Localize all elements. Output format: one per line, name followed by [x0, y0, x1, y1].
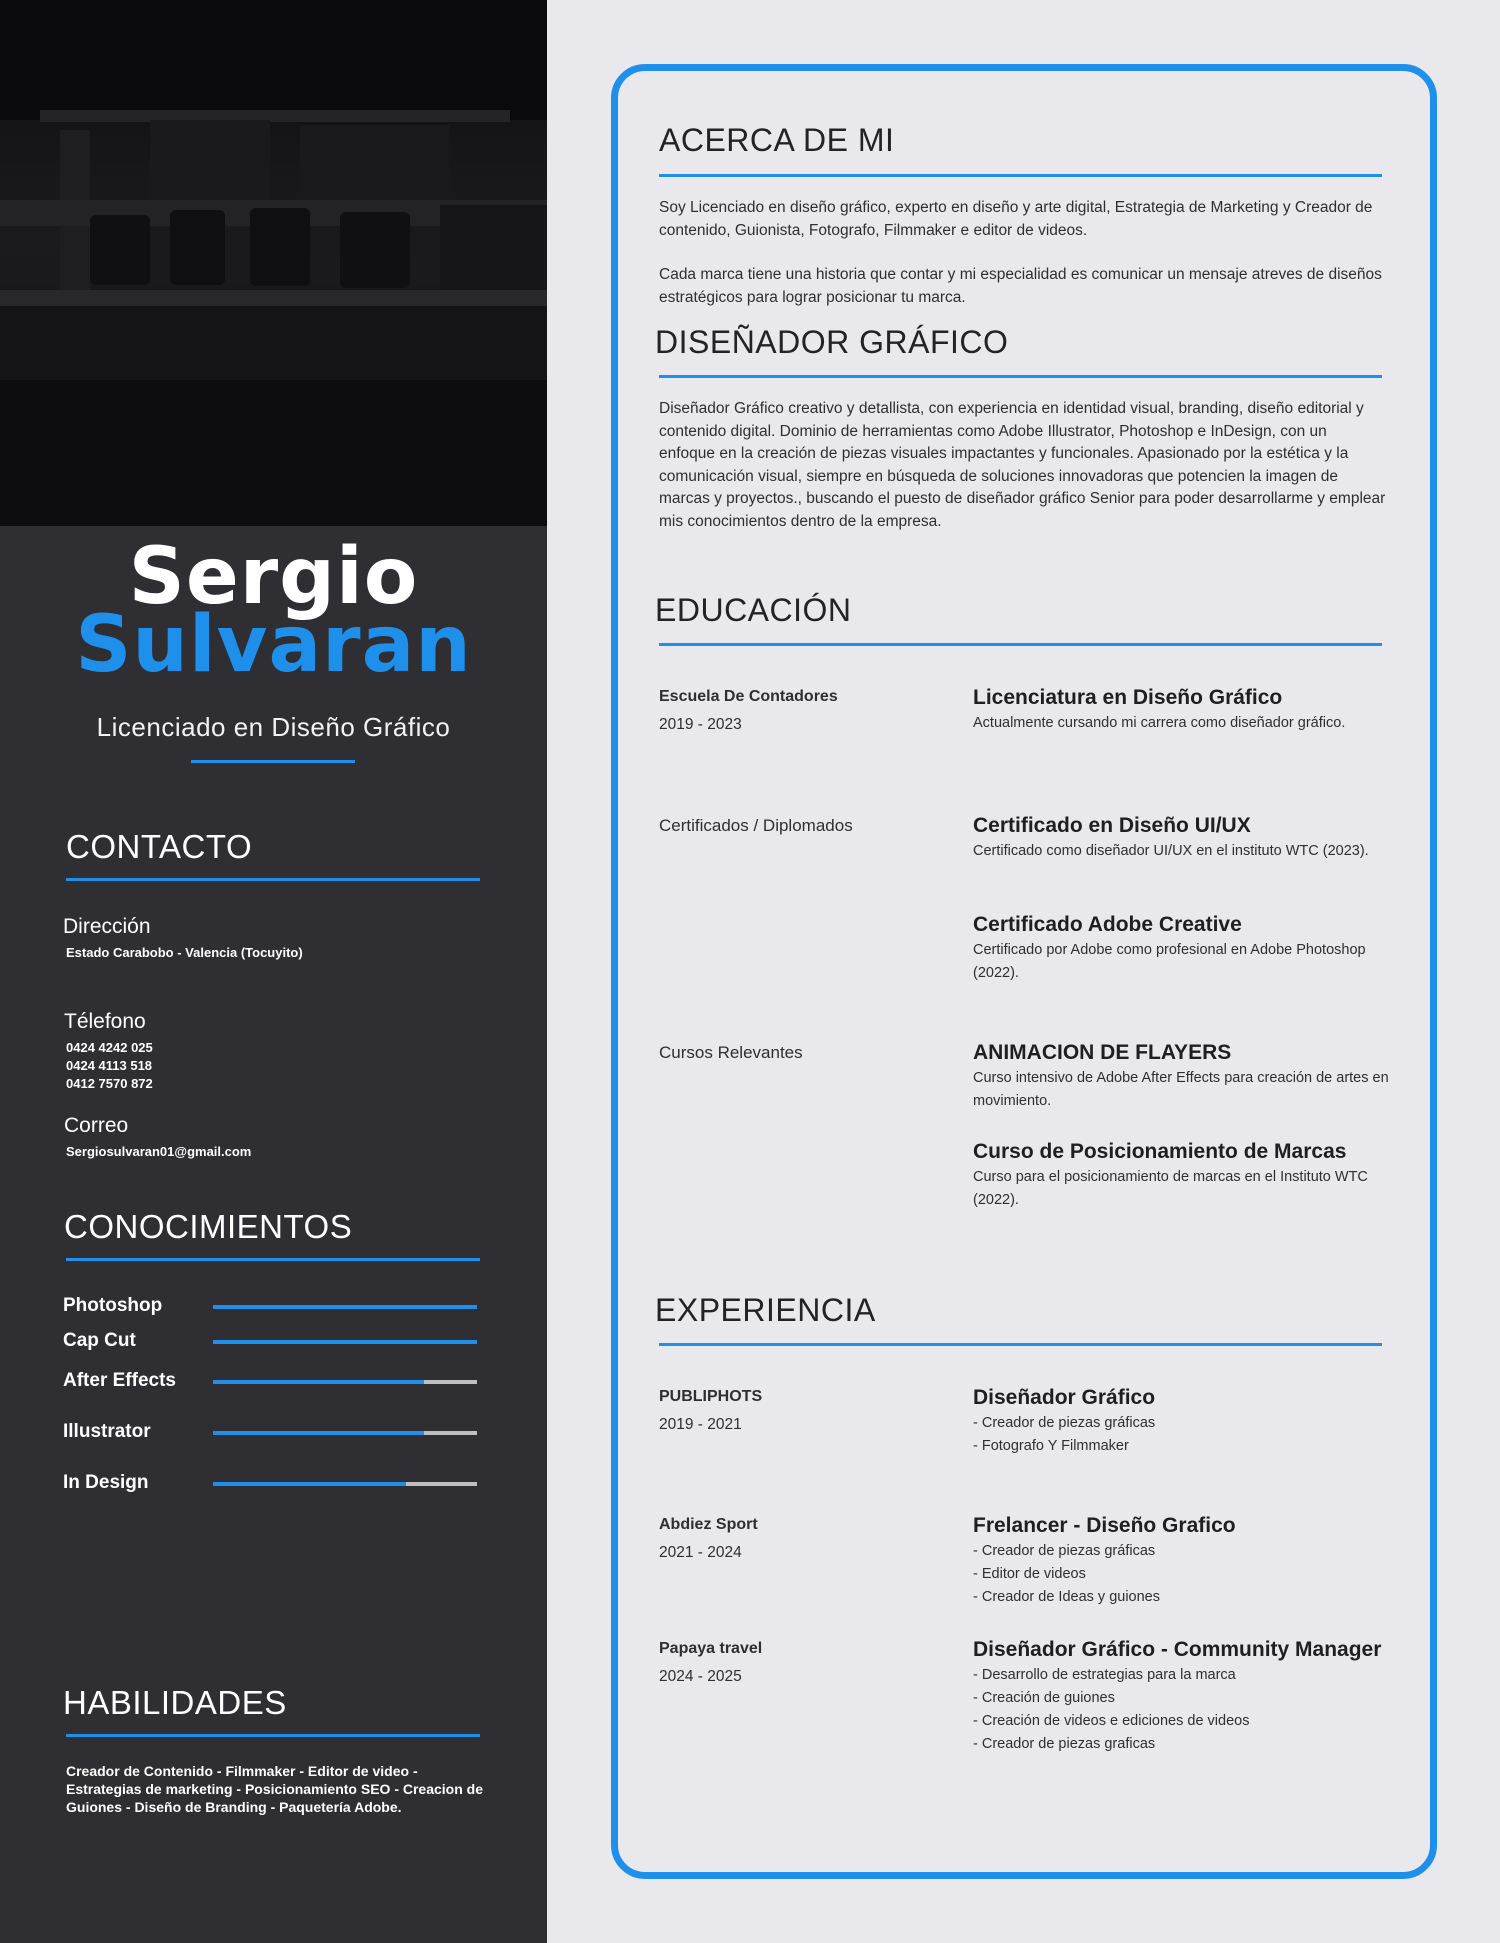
skill-bar-fill	[213, 1482, 406, 1486]
address-value: Estado Carabobo - Valencia (Tocuyito)	[66, 945, 303, 960]
job-company: Abdiez Sport	[659, 1516, 758, 1533]
entry-title: Certificado en Diseño UI/UX	[973, 814, 1251, 837]
skill-bar	[213, 1305, 477, 1309]
job-item: - Fotografo Y Filmmaker	[973, 1438, 1129, 1454]
entry-desc: Certificado por Adobe como profesional en Adobe Photoshop (2022).	[973, 942, 1366, 981]
office-photo-illustration	[0, 0, 547, 526]
experience-heading: EXPERIENCIA	[655, 1292, 876, 1328]
skill-bar	[213, 1340, 477, 1344]
contact-divider	[66, 878, 480, 881]
skill-bar-fill	[213, 1380, 424, 1384]
job-item: - Desarrollo de estrategias para la marca	[973, 1667, 1236, 1683]
job-entry	[973, 1638, 1423, 1756]
job-years: 2019 - 2021	[659, 1416, 742, 1433]
skill-bar	[213, 1380, 477, 1384]
education-entry	[973, 1140, 1393, 1212]
job-item: - Creador de piezas gráficas	[973, 1415, 1156, 1431]
phone-2: 0424 4113 518	[66, 1058, 153, 1073]
abilities-divider	[66, 1734, 480, 1737]
skill-bar-fill	[213, 1431, 424, 1435]
certificates-label	[659, 816, 853, 836]
phone-1: 0424 4242 025	[66, 1040, 153, 1055]
skill-bar	[213, 1431, 477, 1435]
job-company-block	[659, 1516, 758, 1562]
job-item: - Creador de Ideas y guiones	[973, 1589, 1160, 1605]
job-title: Frelancer - Diseño Grafico	[973, 1514, 1236, 1537]
about-paragraph-1: Soy Licenciado en diseño gráfico, experto en diseño y arte digital, Estrategia de Marketing y Creador de contenido, Guionista, Fotografo, Filmmaker e editor de videos.	[659, 199, 1373, 239]
skill-name: After Effects	[63, 1370, 176, 1391]
job-company: Papaya travel	[659, 1640, 763, 1657]
abilities-heading: HABILIDADES	[63, 1684, 287, 1721]
phone-label: Télefono	[64, 1010, 146, 1033]
education-heading: EDUCACIÓN	[655, 592, 852, 628]
job-item: - Creación de guiones	[973, 1690, 1115, 1706]
designer-paragraph: Diseñador Gráfico creativo y detallista, con experiencia en identidad visual, branding, diseño editorial y contenido digital. Dominio de herramientas como Adobe Illustrator, Photoshop e InDesign, con un enfoque en la creación de piezas visuales impactantes y funcionales. Apasionado por la estética y la comunicación visual, siempre en búsqueda de soluciones innovadoras que potencien la imagen de marcas y proyectos., buscando el puesto de diseñador gráfico Senior para poder desarrollarme y emplear mis conocimientos dentro de la empresa.	[659, 400, 1386, 530]
job-entry	[973, 1386, 1413, 1458]
courses-label	[659, 1043, 803, 1063]
courses-label-text: Cursos Relevantes	[659, 1043, 803, 1062]
skill-name: Illustrator	[63, 1421, 151, 1442]
skill-name: In Design	[63, 1472, 149, 1493]
job-item: - Editor de videos	[973, 1566, 1086, 1582]
skill-bar-fill	[213, 1340, 477, 1344]
education-entry	[973, 913, 1393, 985]
last-name: Sulvaran	[75, 600, 472, 690]
sidebar	[0, 0, 547, 1943]
job-years: 2024 - 2025	[659, 1668, 742, 1685]
skill-bar-fill	[213, 1305, 477, 1309]
knowledge-heading: CONOCIMIENTOS	[64, 1208, 353, 1245]
entry-title: Curso de Posicionamiento de Marcas	[973, 1140, 1347, 1163]
job-title: Diseñador Gráfico - Community Manager	[973, 1638, 1382, 1661]
designer-heading: DISEÑADOR GRÁFICO	[655, 324, 1009, 360]
job-years: 2021 - 2024	[659, 1544, 742, 1561]
role-divider	[191, 760, 355, 763]
office-photo	[0, 0, 547, 526]
job-title: Diseñador Gráfico	[973, 1386, 1156, 1409]
certificates-label-text: Certificados / Diplomados	[659, 816, 853, 835]
first-name: Sergio	[128, 532, 419, 622]
entry-desc: Actualmente cursando mi carrera como diseñador gráfico.	[973, 715, 1346, 731]
designer-divider	[659, 375, 1382, 378]
entry-desc: Curso para el posicionamiento de marcas en el Instituto WTC (2022).	[973, 1169, 1368, 1208]
job-item: - Creación de videos e ediciones de videos	[973, 1713, 1250, 1729]
job-item: - Creador de piezas gráficas	[973, 1543, 1156, 1559]
role-title: Licenciado en Diseño Gráfico	[96, 712, 451, 742]
entry-desc: Curso intensivo de Adobe After Effects para creación de artes en movimiento.	[973, 1070, 1389, 1109]
school-years: 2019 - 2023	[659, 716, 742, 733]
address-label: Dirección	[63, 915, 151, 938]
job-company-block	[659, 1388, 762, 1434]
email-label: Correo	[64, 1114, 129, 1137]
job-item: - Creador de piezas graficas	[973, 1736, 1156, 1752]
entry-title: Certificado Adobe Creative	[973, 913, 1242, 936]
education-entry	[973, 814, 1393, 863]
phone-3: 0412 7570 872	[66, 1076, 153, 1091]
entry-title: ANIMACION DE FLAYERS	[973, 1041, 1232, 1064]
entry-title: Licenciatura en Diseño Gráfico	[973, 686, 1283, 709]
experience-divider	[659, 1343, 1382, 1346]
entry-desc: Certificado como diseñador UI/UX en el instituto WTC (2023).	[973, 843, 1369, 859]
education-entry	[973, 686, 1393, 735]
job-company-block	[659, 1640, 762, 1686]
skill-name: Cap Cut	[63, 1330, 136, 1351]
education-entry	[973, 1041, 1393, 1113]
skill-name: Photoshop	[63, 1295, 163, 1316]
school-name: Escuela De Contadores	[659, 688, 838, 705]
contact-heading: CONTACTO	[66, 828, 253, 865]
about-heading: ACERCA DE MI	[659, 122, 895, 158]
about-divider	[659, 174, 1382, 177]
skill-bar	[213, 1482, 477, 1486]
about-paragraph-2: Cada marca tiene una historia que contar y mi especialidad es comunicar un mensaje atreves de diseños estratégicos para lograr posicionar tu marca.	[659, 266, 1382, 306]
job-company: PUBLIPHOTS	[659, 1388, 763, 1405]
education-school	[659, 688, 838, 734]
education-divider	[659, 643, 1382, 646]
email-value: Sergiosulvaran01@gmail.com	[66, 1144, 252, 1159]
abilities-text: Creador de Contenido - Filmmaker - Editor de video - Estrategias de marketing - Posicionamiento SEO - Creacion de Guiones - Diseño de Branding - Paquetería Adobe.	[66, 1763, 484, 1815]
knowledge-divider	[66, 1258, 480, 1261]
job-entry	[973, 1514, 1413, 1609]
